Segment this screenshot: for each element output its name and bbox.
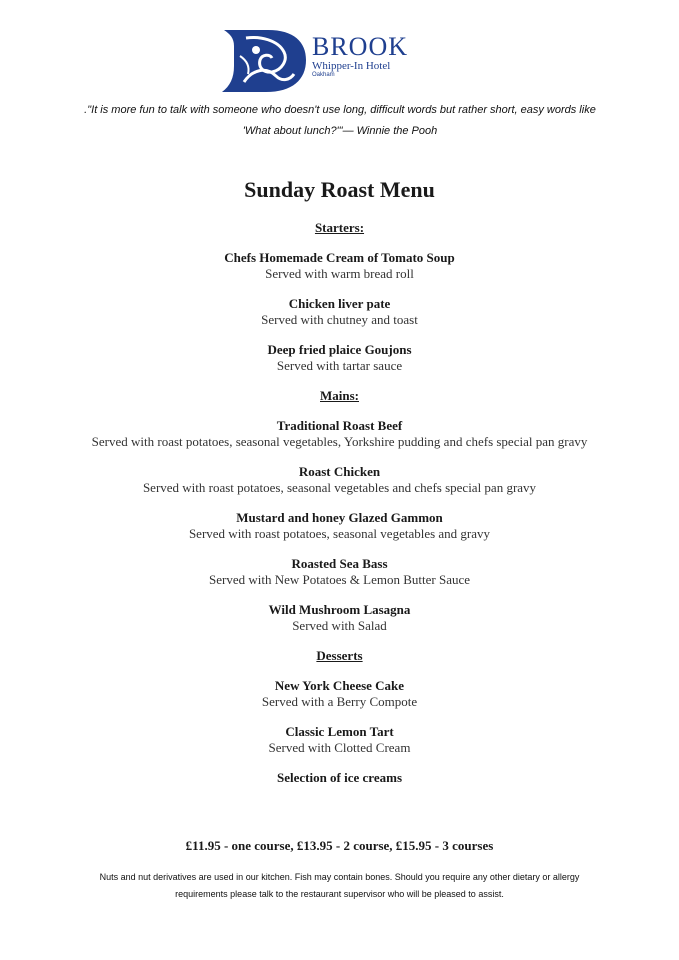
item-name: Chicken liver pate — [288, 296, 391, 311]
menu-item — [0, 418, 679, 450]
logo-name: BROOK — [312, 32, 409, 61]
item-description: Served with warm bread roll — [265, 266, 414, 281]
item-description: Served with roast potatoes, seasonal vegetables and gravy — [188, 526, 491, 541]
logo-location: Oakham — [312, 72, 335, 78]
item-name: Classic Lemon Tart — [285, 724, 394, 739]
menu-item — [0, 342, 679, 374]
item-name: Roast Chicken — [298, 464, 381, 479]
section-starters — [0, 220, 679, 374]
logo-subtitle: Whipper-In Hotel — [312, 60, 391, 72]
item-name: Chefs Homemade Cream of Tomato Soup — [224, 250, 455, 265]
menu-title: Sunday Roast Menu — [244, 177, 435, 202]
menu-item — [0, 602, 679, 634]
item-name: New York Cheese Cake — [274, 678, 405, 693]
section-heading: Mains: — [320, 388, 359, 403]
menu-body — [0, 220, 679, 800]
item-name: Mustard and honey Glazed Gammon — [236, 510, 443, 525]
item-description: Served with chutney and toast — [261, 312, 418, 327]
item-name: Selection of ice creams — [276, 770, 403, 785]
allergy-notice: Nuts and nut derivatives are used in our kitchen. Fish may contain bones. Should you require any other dietary or allergy requirements please talk to the restaurant supervisor who will be pleased to assist. — [99, 872, 580, 899]
menu-item — [0, 250, 679, 282]
hotel-logo — [216, 26, 430, 96]
menu-item — [0, 510, 679, 542]
menu-item — [0, 678, 679, 710]
section-heading: Starters: — [314, 220, 365, 235]
section-desserts — [0, 648, 679, 786]
brook-logo-icon — [216, 26, 308, 96]
item-name: Roasted Sea Bass — [291, 556, 388, 571]
item-description: Served with roast potatoes, seasonal vegetables, Yorkshire pudding and chefs special pan gravy — [91, 434, 588, 449]
item-description: Served with Salad — [292, 618, 387, 633]
item-description: Served with New Potatoes & Lemon Butter Sauce — [208, 572, 471, 587]
item-description: Served with roast potatoes, seasonal vegetables and chefs special pan gravy — [142, 480, 537, 495]
price-line: £11.95 - one course, £13.95 - 2 course, £15.95 - 3 courses — [185, 838, 494, 853]
menu-item — [0, 296, 679, 328]
item-name: Deep fried plaice Goujons — [267, 342, 412, 357]
item-name: Traditional Roast Beef — [276, 418, 403, 433]
item-description: Served with tartar sauce — [276, 358, 403, 373]
item-description: Served with a Berry Compote — [261, 694, 418, 709]
menu-item — [0, 770, 679, 786]
section-heading: Desserts — [316, 648, 363, 663]
logo-text — [312, 34, 430, 79]
item-name: Wild Mushroom Lasagna — [268, 602, 411, 617]
section-mains — [0, 388, 679, 634]
menu-item — [0, 464, 679, 496]
menu-item — [0, 724, 679, 756]
item-description: Served with Clotted Cream — [268, 740, 411, 755]
pooh-quote: ."It is more fun to talk with someone who doesn't use long, difficult words but rather short, easy words like 'What about lunch?'"— Winnie the Pooh — [84, 104, 596, 137]
menu-item — [0, 556, 679, 588]
